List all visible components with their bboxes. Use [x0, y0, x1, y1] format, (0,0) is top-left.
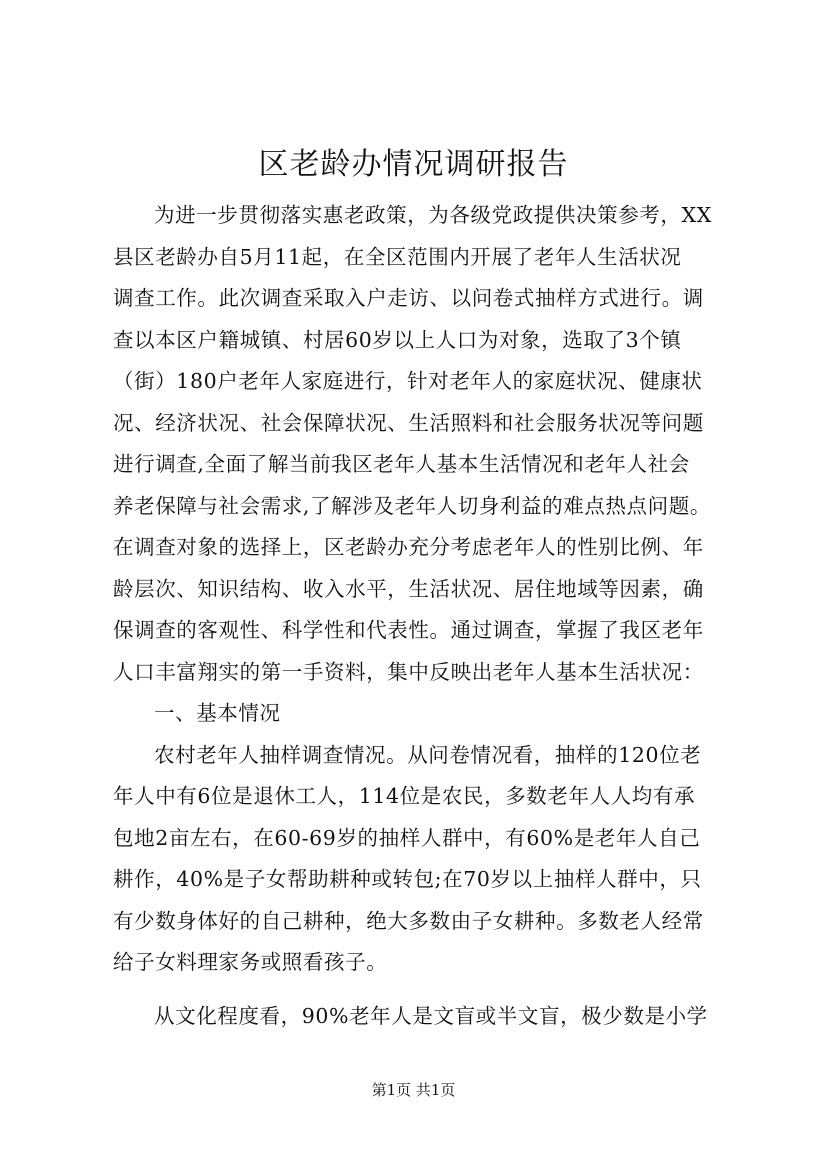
- text-line: 况、经济状况、社会保障状况、生活照料和社会服务状况等问题: [113, 410, 704, 435]
- paragraph-gap: [113, 984, 733, 996]
- text-line: 保调查的客观性、科学性和代表性。通过调查，掌握了我区老年: [113, 618, 704, 642]
- text-line: （街）180户老年人家庭进行，针对老年人的家庭状况、健康状: [113, 369, 703, 393]
- document-body: [113, 195, 733, 1037]
- text-line: 县区老龄办自5月11起，在全区范围内开展了老年人生活状况: [113, 244, 682, 269]
- text-line: 在调查对象的选择上，区老龄办充分考虑老年人的性别比例、年: [113, 535, 704, 559]
- text-line: 从文化程度看，90%老年人是文盲或半文盲，极少数是小学: [154, 1003, 708, 1028]
- text-line: 龄层次、知识结构、收入水平，生活状况、居住地域等因素，确: [113, 576, 704, 601]
- text-line: 有少数身体好的自己耕种，绝大多数由子女耕种。多数老人经常: [113, 908, 704, 933]
- text-line: 年人中有6位是退休工人，114位是农民，多数老年人人均有承: [113, 784, 696, 808]
- text-line: 为进一步贯彻落实惠老政策，为各级党政提供决策参考，XX: [154, 203, 712, 227]
- text-line: 包地2亩左右，在60-69岁的抽样人群中，有60%是老年人自己: [113, 825, 701, 850]
- text-line: 查以本区户籍城镇、村居60岁以上人口为对象，选取了3个镇: [113, 327, 682, 352]
- text-line: 给子女料理家务或照看孩子。: [113, 950, 388, 974]
- text-line: 耕作，40%是子女帮助耕种或转包;在70岁以上抽样人群中，只: [113, 867, 702, 891]
- text-line: 养老保障与社会需求,了解涉及老年人切身利益的难点热点问题。: [113, 493, 711, 518]
- text-line: 进行调查,全面了解当前我区老年人基本生活情况和老年人社会: [113, 452, 690, 476]
- page-footer: 第1页 共1页: [371, 1081, 456, 1099]
- text-line: 人口丰富翔实的第一手资料，集中反映出老年人基本生活状况：: [113, 659, 704, 684]
- document-title: 区老龄办情况调研报告: [258, 147, 569, 182]
- text-line: 农村老年人抽样调查情况。从问卷情况看，抽样的120位老: [154, 742, 702, 767]
- section-heading: 一、基本情况: [154, 701, 281, 725]
- text-line: 调查工作。此次调查采取入户走访、以问卷式抽样方式进行。调: [113, 286, 704, 310]
